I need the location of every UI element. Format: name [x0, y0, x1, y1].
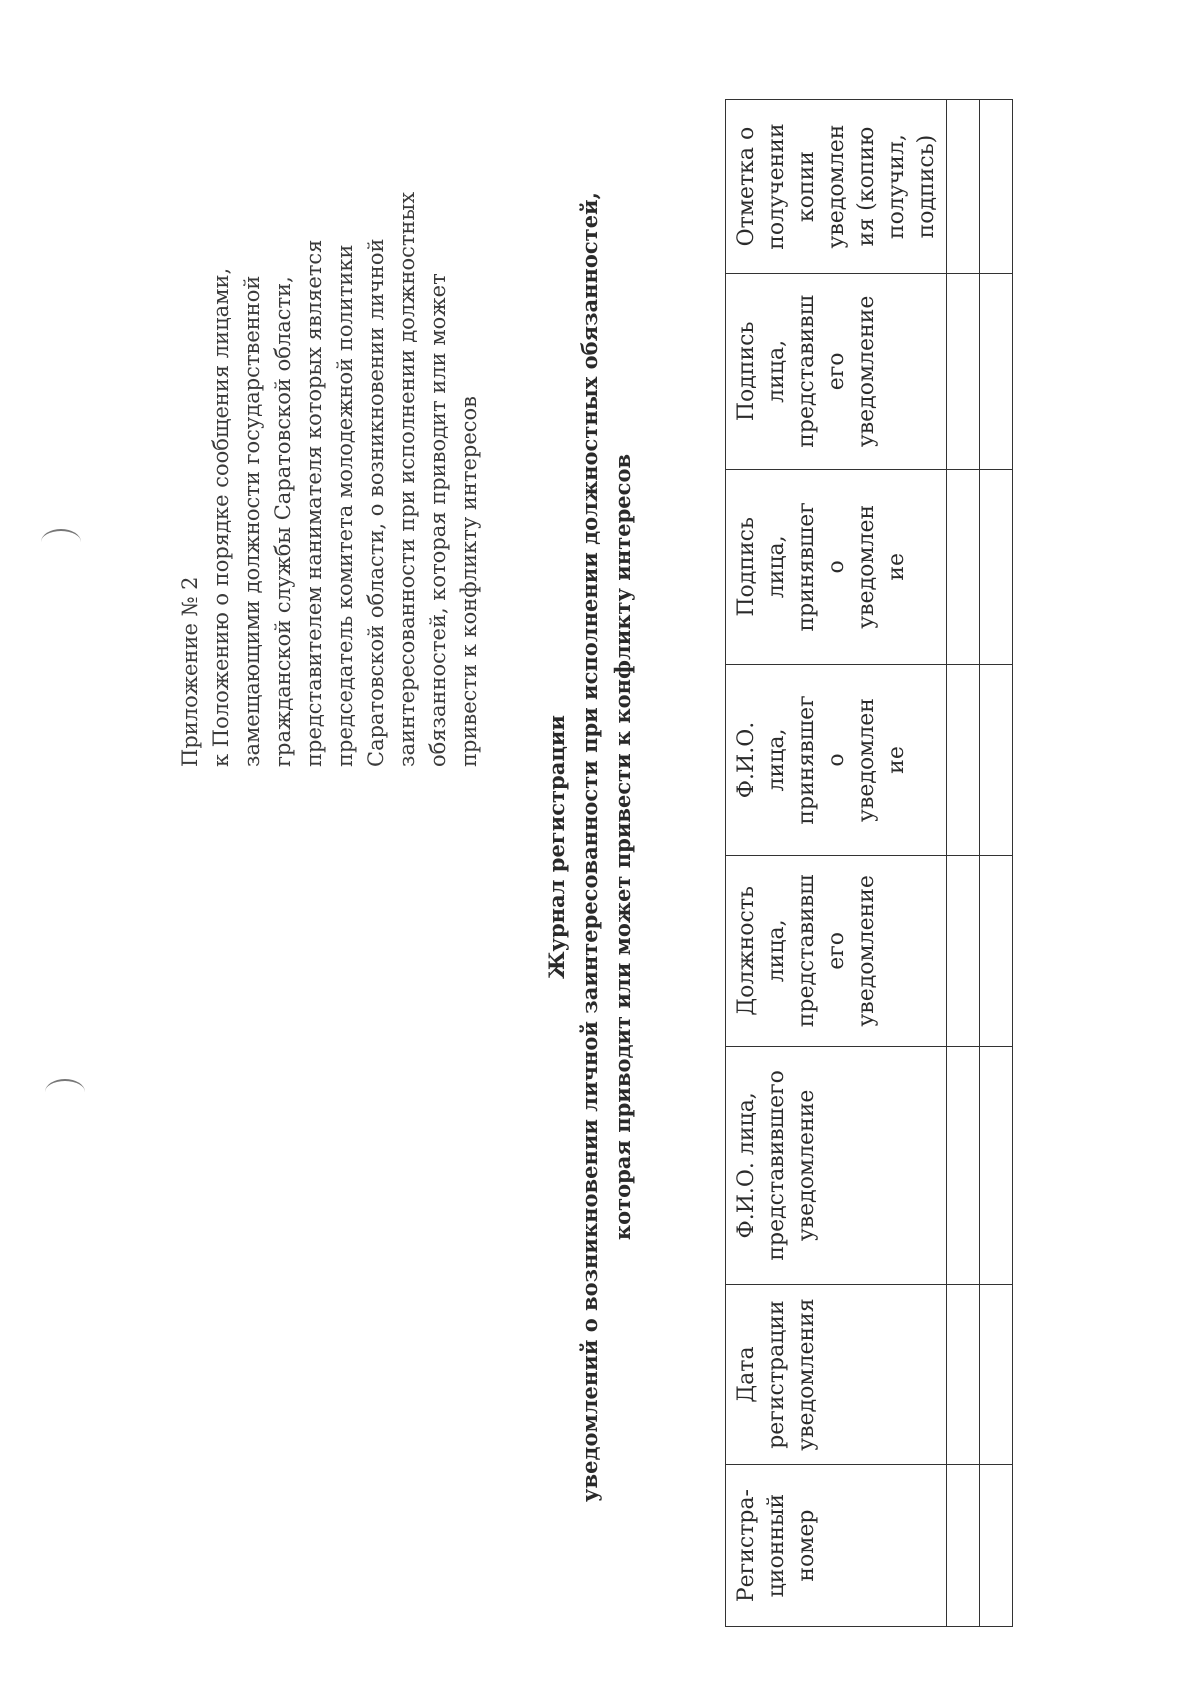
header-text — [732, 862, 882, 1040]
header-text — [732, 1053, 822, 1278]
appendix-line: замещающими должности государственной — [240, 275, 264, 767]
journal-title-sub: уведомлений о возникновении личной заинтересованности при исполнении должностных обязанностей, — [577, 192, 602, 1502]
journal-title-sub: которая приводит или может привести к конфликту интересов — [610, 453, 635, 1241]
header-line: Отметка о — [734, 126, 759, 247]
scan-artifact — [41, 529, 81, 555]
table-cell[interactable] — [947, 855, 980, 1046]
header-line: Регистра- — [734, 1489, 759, 1603]
column-header — [726, 1465, 947, 1627]
header-line: уведомление — [794, 1089, 819, 1242]
table-cell[interactable] — [947, 1046, 980, 1284]
header-line: ие — [884, 746, 909, 774]
header-line: Подпись — [734, 517, 759, 617]
header-line: уведомление — [854, 295, 879, 448]
appendix-line: обязанностей, которая приводит или может — [426, 273, 450, 767]
table-cell[interactable] — [980, 100, 1013, 274]
header-text — [732, 476, 912, 658]
header-line: получении — [764, 123, 789, 250]
column-header — [726, 469, 947, 664]
header-text — [732, 1471, 822, 1620]
journal-title — [540, 97, 639, 1597]
table-cell[interactable] — [980, 1465, 1013, 1627]
header-line: принявшег — [794, 695, 819, 825]
header-line: регистрации — [764, 1300, 789, 1449]
header-line: лица, — [764, 339, 789, 403]
header-text — [732, 106, 942, 267]
appendix-line: гражданской службы Саратовской области, — [271, 276, 295, 767]
header-line: ционный — [764, 1493, 789, 1598]
header-line: Должность — [734, 885, 759, 1016]
table-row — [947, 100, 980, 1627]
header-text — [732, 280, 882, 462]
table-cell[interactable] — [980, 1284, 1013, 1464]
appendix-line: Саратовской области, о возникновении личной — [364, 238, 388, 767]
appendix-line: председатель комитета молодежной политики — [333, 244, 357, 767]
appendix-line: привести к конфликту интересов — [457, 396, 481, 767]
header-line: его — [824, 352, 849, 391]
appendix-line: Приложение № 2 — [178, 576, 202, 767]
table-cell[interactable] — [980, 665, 1013, 856]
header-line: его — [824, 931, 849, 970]
table-cell[interactable] — [947, 274, 980, 469]
table-row — [980, 100, 1013, 1627]
appendix-line: к Положению о порядке сообщения лицами, — [209, 267, 233, 767]
header-line: о — [824, 560, 849, 574]
table-cell[interactable] — [947, 100, 980, 274]
column-header — [726, 100, 947, 274]
header-line: лица, — [764, 919, 789, 983]
appendix-line: представителем нанимателя которых является — [302, 239, 326, 767]
header-line: Ф.И.О. — [734, 721, 759, 799]
header-line: уведомлен — [854, 504, 879, 629]
table-cell[interactable] — [980, 1046, 1013, 1284]
column-header — [726, 274, 947, 469]
appendix-note — [175, 67, 485, 767]
table-cell[interactable] — [980, 469, 1013, 664]
table-header-row — [726, 100, 947, 1627]
header-line: уведомление — [854, 875, 879, 1027]
column-header — [726, 665, 947, 856]
header-line: номер — [794, 1509, 819, 1582]
header-line: получил, — [884, 134, 909, 240]
column-header — [726, 1284, 947, 1464]
appendix-line: заинтересованности при исполнении должностных — [395, 191, 419, 767]
table-cell[interactable] — [947, 469, 980, 664]
header-line: представившего — [764, 1070, 789, 1261]
table-cell[interactable] — [980, 274, 1013, 469]
column-header — [726, 1046, 947, 1284]
header-line: подпись) — [914, 134, 939, 239]
header-line: лица, — [764, 728, 789, 792]
table-cell[interactable] — [947, 1465, 980, 1627]
header-line: уведомления — [794, 1298, 819, 1451]
header-line: Ф.И.О. лица, — [734, 1092, 759, 1239]
header-line: ия (копию — [854, 126, 879, 247]
header-line: уведомлен — [854, 698, 879, 822]
table-cell[interactable] — [947, 665, 980, 856]
table-cell[interactable] — [980, 855, 1013, 1046]
header-text — [732, 671, 912, 849]
header-line: лица, — [764, 535, 789, 599]
header-line: копии — [794, 151, 819, 223]
header-line: представивш — [794, 874, 819, 1028]
registration-journal-table — [725, 99, 1013, 1627]
header-line: о — [824, 753, 849, 767]
header-line: Дата — [734, 1346, 759, 1403]
scan-artifact — [45, 1079, 85, 1105]
header-line: представивш — [794, 294, 819, 448]
table-cell[interactable] — [947, 1284, 980, 1464]
column-header — [726, 855, 947, 1046]
journal-title-main: Журнал регистрации — [544, 714, 569, 980]
header-text — [732, 1291, 822, 1458]
header-line: принявшег — [794, 502, 819, 632]
header-line: Подпись — [734, 321, 759, 422]
header-line: ие — [884, 552, 909, 581]
header-line: уведомлен — [824, 124, 849, 249]
